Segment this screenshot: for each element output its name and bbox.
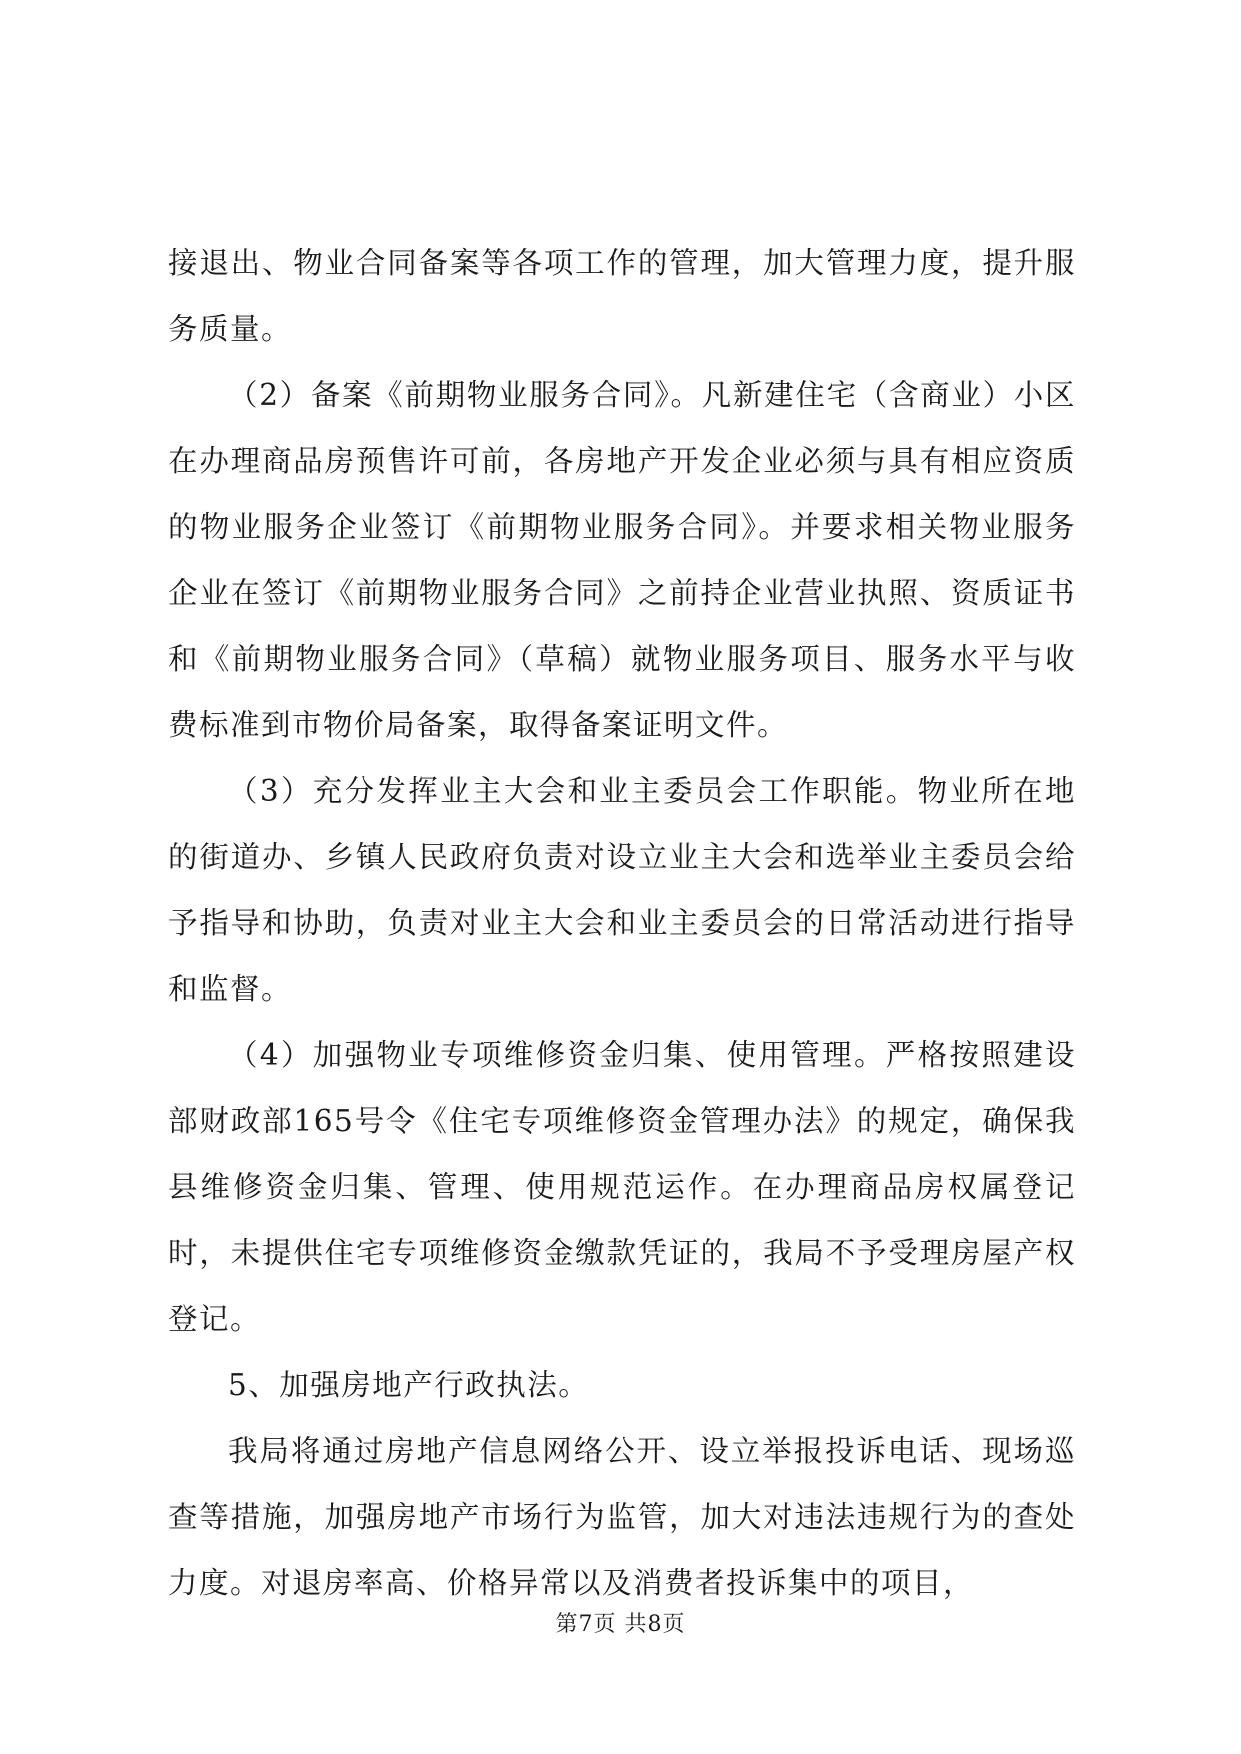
paragraph-enforcement: 我局将通过房地产信息网络公开、设立举报投诉电话、现场巡查等措施，加强房地产市场行为监管，加大对违法违规行为的查处力度。对退房率高、价格异常以及消费者投诉集中的项目， [168,1434,1076,1600]
section-heading-5: 5、加强房地产行政执法。 [228,1368,590,1402]
paragraph-item-2: （2）备案《前期物业服务合同》。凡新建住宅（含商业）小区在办理商品房预售许可前，各房地产开发企业必须与具有相应资质的物业服务企业签订《前期物业服务合同》。并要求相关物业服务企业在签订《前期物业服务合同》之前持企业营业执照、资质证书和《前期物业服务合同》（草稿）就物业服务项目、服务水平与收费标准到市物价局备案，取得备案证明文件。 [168,378,1076,742]
document-body [168,230,1076,1616]
page-footer: 第7页 共8页 [555,1612,686,1637]
paragraph-item-3: （3）充分发挥业主大会和业主委员会工作职能。物业所在地的街道办、乡镇人民政府负责对设立业主大会和选举业主委员会给予指导和协助，负责对业主大会和业主委员会的日常活动进行指导和监督。 [168,774,1076,1006]
paragraph-continuation: 接退出、物业合同备案等各项工作的管理，加大管理力度，提升服务质量。 [168,246,1076,346]
paragraph-item-4: （4）加强物业专项维修资金归集、使用管理。严格按照建设部财政部165号令《住宅专项维修资金管理办法》的规定，确保我县维修资金归集、管理、使用规范运作。在办理商品房权属登记时，未提供住宅专项维修资金缴款凭证的，我局不予受理房屋产权登记。 [168,1038,1076,1336]
